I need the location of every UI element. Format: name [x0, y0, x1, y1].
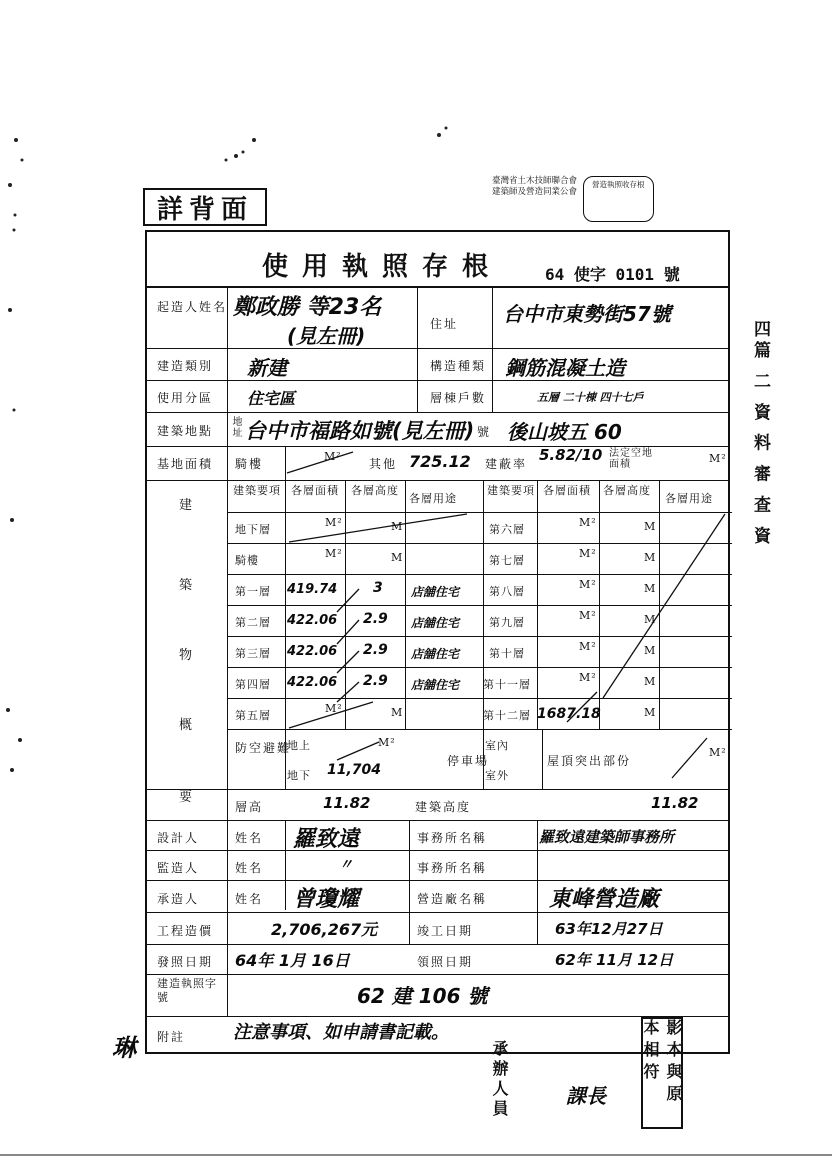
- applicant-value-2: (見左冊): [287, 324, 366, 348]
- col-height-right: 各層高度: [603, 484, 651, 497]
- site-value: 台中市福路如號(見左冊): [245, 419, 475, 443]
- u13: M²: [579, 640, 597, 653]
- supervisor-office-label: 事務所名稱: [417, 861, 488, 875]
- cost-value: 2,706,267元: [271, 920, 378, 939]
- permit-label: 建造執照字號: [157, 977, 217, 1004]
- u5: M²: [579, 516, 597, 529]
- building-type-value: 新建: [247, 356, 287, 380]
- f4-height: 2.9: [363, 673, 388, 689]
- u12: M: [644, 613, 657, 626]
- arcade-label: 騎樓: [235, 457, 264, 471]
- row-floor-11: 第十一層: [483, 678, 531, 691]
- f3-area: 422.06: [287, 644, 338, 659]
- serial-number: 64 使字 0101 號: [545, 265, 680, 284]
- zone-value: 住宅區: [247, 389, 296, 408]
- legal-open-label: 法定空地面積: [609, 448, 653, 470]
- side-label-5: 要: [179, 790, 195, 805]
- row-floor-6: 第六層: [489, 523, 525, 536]
- site-prefix: 地址: [230, 416, 241, 438]
- coverage-label: 建蔽率: [485, 457, 528, 471]
- other-area-value: 725.12: [409, 452, 471, 471]
- supervisor-name-label: 姓名: [235, 861, 264, 875]
- designer-office-value: 羅致遠建築師事務所: [539, 828, 675, 846]
- bottom-vertical-text: 承辦人員: [490, 1040, 509, 1120]
- supervisor-value: 〃: [339, 857, 353, 873]
- site-right-value: 後山坡五 60: [507, 420, 622, 444]
- printer-line-1: 臺灣省土木技師聯合會: [492, 176, 578, 186]
- applicant-value: 鄭政勝 等23名: [233, 295, 382, 320]
- roof-label: 屋頂突出部份: [547, 754, 632, 768]
- side-label-1: 建: [179, 498, 195, 513]
- building-type-label: 建造類別: [157, 359, 214, 373]
- designer-name-label: 姓名: [235, 831, 264, 845]
- designer-office-label: 事務所名稱: [417, 831, 488, 845]
- row-floor-5: 第五層: [235, 709, 271, 722]
- side-label-4: 概: [179, 718, 195, 733]
- storey-height-value: 11.82: [323, 794, 371, 812]
- issue-date-label: 發照日期: [157, 955, 214, 969]
- u19: M: [644, 706, 657, 719]
- supervisor-label: 監造人: [157, 861, 200, 875]
- f4-use: 店舖住宅: [411, 678, 460, 692]
- col-height-left: 各層高度: [351, 484, 399, 497]
- u1: M²: [325, 516, 343, 529]
- arcade-unit: M²: [324, 450, 342, 463]
- f3-height: 2.9: [363, 642, 388, 658]
- col-item-right: 建築要項: [487, 484, 535, 497]
- left-mark: 琳: [112, 1034, 136, 1062]
- structure-value: 鋼筋混凝土造: [505, 356, 625, 380]
- printer-imprint: [492, 176, 722, 222]
- designer-value: 羅致遠: [293, 827, 360, 852]
- right-margin-text: 四篇 二 資 料 審 查 資: [750, 320, 770, 548]
- side-label-3: 物: [179, 648, 195, 663]
- row-floor-2: 第二層: [235, 616, 271, 629]
- above-label: 地上: [287, 739, 311, 752]
- building-height-value: 11.82: [651, 794, 699, 812]
- u9: M²: [579, 578, 597, 591]
- zone-label: 使用分區: [157, 391, 214, 405]
- indoor-label: 室內: [485, 739, 509, 752]
- u16: M: [644, 675, 657, 688]
- detail-reverse-tag: 詳背面: [143, 188, 267, 226]
- outdoor-label: 室外: [485, 769, 509, 782]
- address-label: 住址: [430, 317, 459, 331]
- total-area: 1687.18: [537, 706, 601, 722]
- f2-height: 2.9: [363, 611, 388, 627]
- permit-value: 62 建 106 號: [357, 984, 488, 1008]
- form-title: 使用執照存根: [262, 252, 503, 282]
- u18: M: [391, 706, 404, 719]
- u14: M: [644, 644, 657, 657]
- row-floor-10: 第十層: [489, 647, 525, 660]
- u7: M²: [579, 547, 597, 560]
- building-height-label: 建築高度: [415, 800, 472, 814]
- parking-label: 停車場: [447, 754, 490, 768]
- u10: M: [644, 582, 657, 595]
- contractor-label: 承造人: [157, 892, 200, 906]
- contractor-name-label: 姓名: [235, 892, 264, 906]
- floors-value: 五層 二十棟 四十七戶: [537, 391, 644, 404]
- roof-unit: M²: [709, 746, 727, 759]
- legal-open-unit: M²: [709, 452, 727, 465]
- applicant-label: 起造人姓名: [157, 300, 228, 314]
- row-floor-7: 第七層: [489, 554, 525, 567]
- above-unit: M²: [378, 736, 396, 749]
- permit-stub-form: [145, 230, 730, 1054]
- printer-line-2: 建築師及營造同業公會: [492, 187, 578, 197]
- coverage-value: 5.82/10: [539, 446, 603, 464]
- issue-date-value: 64年 1月 16日: [235, 951, 350, 970]
- f2-area: 422.06: [287, 613, 338, 628]
- u4: M: [391, 551, 404, 564]
- contractor-firm-value: 東峰營造廠: [549, 887, 660, 912]
- contractor-value: 曾瓊耀: [293, 887, 360, 912]
- f1-use: 店舖住宅: [411, 585, 460, 599]
- f1-height: 3: [373, 580, 383, 596]
- f2-use: 店舖住宅: [411, 616, 460, 630]
- row-floor-8: 第八層: [489, 585, 525, 598]
- site-suffix: 號: [477, 425, 492, 439]
- f4-area: 422.06: [287, 675, 338, 690]
- u15: M²: [579, 671, 597, 684]
- note-value: 注意事項、如申請書記載。: [233, 1022, 449, 1043]
- row-floor-4: 第四層: [235, 678, 271, 691]
- cost-label: 工程造價: [157, 924, 214, 938]
- row-arcade: 騎樓: [235, 554, 259, 567]
- contractor-firm-label: 營造廠名稱: [417, 892, 488, 906]
- row-floor-3: 第三層: [235, 647, 271, 660]
- side-label-2: 築: [179, 578, 195, 593]
- designer-label: 設計人: [157, 831, 200, 845]
- row-floor-9: 第九層: [489, 616, 525, 629]
- col-item-left: 建築要項: [233, 484, 281, 497]
- structure-label: 構造種類: [430, 359, 487, 373]
- below-area: 11,704: [327, 762, 382, 778]
- other-label: 其他: [369, 457, 398, 471]
- f3-use: 店舖住宅: [411, 647, 460, 661]
- bottom-signature: 課長: [566, 1084, 606, 1108]
- site-label: 建築地點: [157, 424, 214, 438]
- row-basement: 地下層: [235, 523, 271, 536]
- air-raid-label: 防空避難: [235, 741, 292, 755]
- row-floor-1: 第一層: [235, 585, 271, 598]
- note-label: 附註: [157, 1030, 186, 1044]
- col-use-left: 各層用途: [409, 492, 457, 505]
- base-area-label: 基地面積: [157, 457, 214, 471]
- storey-height-label: 層高: [235, 800, 264, 814]
- col-use-right: 各層用途: [665, 492, 713, 505]
- u3: M²: [325, 547, 343, 560]
- printer-note: 營造執照收存根: [583, 176, 654, 222]
- row-floor-12: 第十二層: [483, 709, 531, 722]
- floors-label: 層棟戶數: [430, 391, 487, 405]
- u2: M: [391, 520, 404, 533]
- u8: M: [644, 551, 657, 564]
- completion-value: 63年12月27日: [555, 920, 663, 938]
- below-label: 地下: [287, 769, 311, 782]
- u17: M²: [325, 702, 343, 715]
- u11: M²: [579, 609, 597, 622]
- receive-date-value: 62年 11月 12日: [555, 951, 674, 969]
- certified-copy-stamp: 影本與原本相符: [641, 1017, 683, 1129]
- col-area-left: 各層面積: [291, 484, 339, 497]
- f1-area: 419.74: [287, 582, 338, 597]
- completion-label: 竣工日期: [417, 924, 474, 938]
- address-value: 台中市東勢街57號: [503, 302, 671, 326]
- receive-date-label: 領照日期: [417, 955, 474, 969]
- u6: M: [644, 520, 657, 533]
- col-area-right: 各層面積: [543, 484, 591, 497]
